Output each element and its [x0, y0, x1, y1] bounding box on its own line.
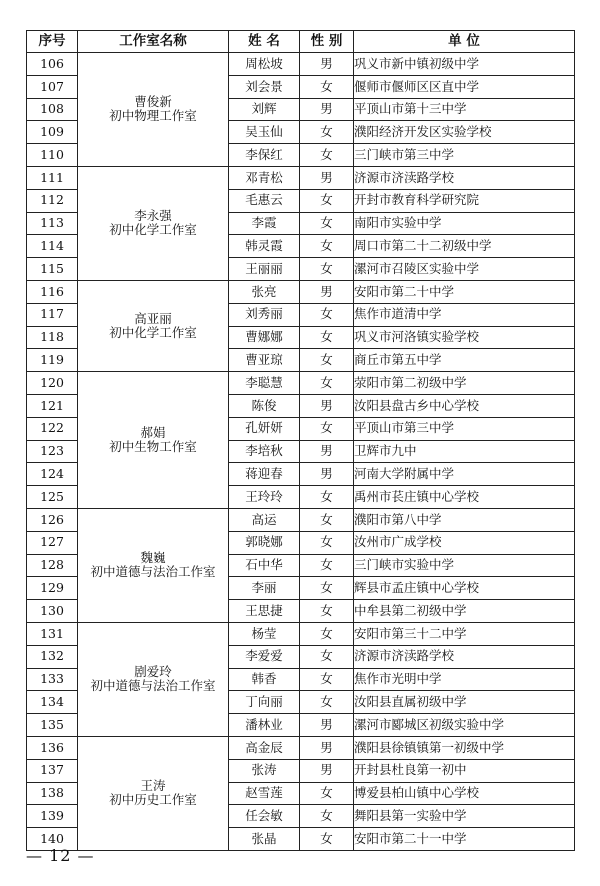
cell-name: 张亮: [229, 280, 300, 303]
roster-table: [26, 30, 575, 851]
cell-unit: 濮阳县徐镇镇第一初级中学: [354, 736, 575, 759]
cell-gender: 男: [300, 736, 354, 759]
cell-name: 吴玉仙: [229, 121, 300, 144]
studio-title: 初中历史工作室: [109, 792, 197, 808]
table-row: [27, 280, 575, 303]
cell-no: 107: [27, 75, 78, 98]
cell-no: 123: [27, 440, 78, 463]
cell-no: 121: [27, 394, 78, 417]
table-row: [27, 53, 575, 76]
cell-gender: 女: [300, 577, 354, 600]
cell-gender: 女: [300, 508, 354, 531]
cell-gender: 女: [300, 326, 354, 349]
cell-name: 丁向丽: [229, 691, 300, 714]
cell-gender: 女: [300, 189, 354, 212]
page-number: — 12 —: [26, 846, 95, 865]
studio-title: 初中物理工作室: [109, 108, 197, 124]
cell-name: 曹亚琼: [229, 349, 300, 372]
cell-studio: [78, 508, 229, 622]
cell-studio: [78, 53, 229, 167]
cell-no: 111: [27, 166, 78, 189]
cell-no: 106: [27, 53, 78, 76]
cell-gender: 男: [300, 98, 354, 121]
cell-unit: 焦作市道清中学: [354, 303, 575, 326]
cell-no: 130: [27, 600, 78, 623]
cell-name: 孔妍妍: [229, 417, 300, 440]
cell-unit: 安阳市第二十中学: [354, 280, 575, 303]
cell-gender: 男: [300, 394, 354, 417]
cell-no: 110: [27, 144, 78, 167]
cell-name: 任会敏: [229, 805, 300, 828]
cell-name: 邓青松: [229, 166, 300, 189]
studio-title: 初中道德与法治工作室: [90, 564, 216, 580]
cell-gender: 女: [300, 668, 354, 691]
studio-title: 初中生物工作室: [109, 439, 197, 455]
cell-no: 118: [27, 326, 78, 349]
cell-name: 张涛: [229, 759, 300, 782]
cell-unit: 荥阳市第二初级中学: [354, 372, 575, 395]
cell-gender: 女: [300, 622, 354, 645]
cell-gender: 女: [300, 349, 354, 372]
cell-name: 周松坡: [229, 53, 300, 76]
cell-gender: 女: [300, 828, 354, 851]
cell-studio: [78, 166, 229, 280]
cell-no: 138: [27, 782, 78, 805]
header-gender: 性 别: [300, 31, 354, 53]
cell-unit: 焦作市光明中学: [354, 668, 575, 691]
cell-name: 刘辉: [229, 98, 300, 121]
cell-unit: 辉县市孟庄镇中心学校: [354, 577, 575, 600]
cell-unit: 南阳市实验中学: [354, 212, 575, 235]
cell-no: 117: [27, 303, 78, 326]
cell-name: 韩香: [229, 668, 300, 691]
cell-studio: [78, 372, 229, 509]
cell-name: 高金辰: [229, 736, 300, 759]
cell-unit: 濮阳市第八中学: [354, 508, 575, 531]
cell-gender: 男: [300, 166, 354, 189]
cell-name: 李培秋: [229, 440, 300, 463]
cell-unit: 河南大学附属中学: [354, 463, 575, 486]
cell-no: 129: [27, 577, 78, 600]
cell-unit: 汝阳县直属初级中学: [354, 691, 575, 714]
cell-gender: 男: [300, 280, 354, 303]
cell-name: 王玲玲: [229, 486, 300, 509]
table-row: [27, 372, 575, 395]
cell-name: 高运: [229, 508, 300, 531]
cell-no: 131: [27, 622, 78, 645]
cell-gender: 女: [300, 144, 354, 167]
cell-unit: 中牟县第二初级中学: [354, 600, 575, 623]
cell-no: 124: [27, 463, 78, 486]
cell-no: 133: [27, 668, 78, 691]
studio-lead: 剧爱玲: [134, 664, 172, 680]
header-row: [27, 31, 575, 53]
table-row: [27, 622, 575, 645]
studio-title: 初中化学工作室: [109, 325, 197, 341]
header-no: 序号: [27, 31, 78, 53]
studio-lead: 王涛: [140, 778, 166, 794]
cell-unit: 济源市济渎路学校: [354, 166, 575, 189]
cell-unit: 汝阳县盘古乡中心学校: [354, 394, 575, 417]
cell-no: 137: [27, 759, 78, 782]
cell-name: 杨莹: [229, 622, 300, 645]
cell-gender: 女: [300, 75, 354, 98]
cell-no: 116: [27, 280, 78, 303]
header-unit: 单 位: [354, 31, 575, 53]
cell-no: 140: [27, 828, 78, 851]
cell-no: 119: [27, 349, 78, 372]
cell-no: 128: [27, 554, 78, 577]
studio-lead: 郝娟: [140, 424, 166, 440]
cell-unit: 博爱县柏山镇中心学校: [354, 782, 575, 805]
cell-name: 李爱爱: [229, 645, 300, 668]
studio-lead: 李永强: [134, 208, 172, 224]
cell-unit: 安阳市第二十一中学: [354, 828, 575, 851]
cell-gender: 女: [300, 691, 354, 714]
cell-unit: 济源市济渎路学校: [354, 645, 575, 668]
header-studio: 工作室名称: [78, 31, 229, 53]
cell-gender: 男: [300, 714, 354, 737]
cell-name: 李丽: [229, 577, 300, 600]
cell-unit: 卫辉市九中: [354, 440, 575, 463]
cell-gender: 女: [300, 486, 354, 509]
cell-no: 122: [27, 417, 78, 440]
cell-unit: 汝州市广成学校: [354, 531, 575, 554]
cell-name: 王丽丽: [229, 258, 300, 281]
cell-name: 潘林业: [229, 714, 300, 737]
roster-body: [27, 53, 575, 851]
cell-no: 120: [27, 372, 78, 395]
cell-no: 108: [27, 98, 78, 121]
cell-no: 139: [27, 805, 78, 828]
cell-name: 赵雪莲: [229, 782, 300, 805]
studio-title: 初中道德与法治工作室: [90, 678, 216, 694]
cell-unit: 禹州市苌庄镇中心学校: [354, 486, 575, 509]
cell-unit: 偃师市偃师区区直中学: [354, 75, 575, 98]
cell-studio: [78, 622, 229, 736]
cell-gender: 女: [300, 554, 354, 577]
cell-gender: 女: [300, 372, 354, 395]
cell-gender: 男: [300, 53, 354, 76]
studio-lead: 曹俊新: [134, 94, 172, 110]
cell-name: 张晶: [229, 828, 300, 851]
cell-unit: 漯河市郾城区初级实验中学: [354, 714, 575, 737]
cell-name: 毛惠云: [229, 189, 300, 212]
cell-gender: 女: [300, 121, 354, 144]
studio-title: 初中化学工作室: [109, 222, 197, 238]
table-row: [27, 166, 575, 189]
cell-gender: 女: [300, 645, 354, 668]
cell-unit: 开封县杜良第一初中: [354, 759, 575, 782]
cell-gender: 女: [300, 235, 354, 258]
cell-unit: 三门峡市实验中学: [354, 554, 575, 577]
cell-no: 115: [27, 258, 78, 281]
cell-gender: 男: [300, 759, 354, 782]
cell-unit: 安阳市第三十二中学: [354, 622, 575, 645]
cell-gender: 男: [300, 440, 354, 463]
cell-name: 刘秀丽: [229, 303, 300, 326]
cell-gender: 女: [300, 417, 354, 440]
header-name: 姓 名: [229, 31, 300, 53]
studio-lead: 魏巍: [140, 550, 166, 566]
cell-unit: 濮阳经济开发区实验学校: [354, 121, 575, 144]
cell-studio: [78, 736, 229, 850]
cell-unit: 巩义市新中镇初级中学: [354, 53, 575, 76]
cell-no: 126: [27, 508, 78, 531]
cell-no: 136: [27, 736, 78, 759]
cell-name: 陈俊: [229, 394, 300, 417]
cell-studio: [78, 280, 229, 371]
cell-no: 114: [27, 235, 78, 258]
cell-gender: 女: [300, 258, 354, 281]
cell-unit: 平顶山市第十三中学: [354, 98, 575, 121]
cell-gender: 女: [300, 805, 354, 828]
cell-name: 李保红: [229, 144, 300, 167]
cell-gender: 女: [300, 303, 354, 326]
cell-no: 127: [27, 531, 78, 554]
cell-no: 134: [27, 691, 78, 714]
cell-unit: 平顶山市第三中学: [354, 417, 575, 440]
cell-no: 112: [27, 189, 78, 212]
cell-unit: 商丘市第五中学: [354, 349, 575, 372]
cell-name: 郭晓娜: [229, 531, 300, 554]
cell-gender: 女: [300, 782, 354, 805]
cell-unit: 舞阳县第一实验中学: [354, 805, 575, 828]
cell-name: 王思捷: [229, 600, 300, 623]
cell-unit: 漯河市召陵区实验中学: [354, 258, 575, 281]
cell-name: 李聪慧: [229, 372, 300, 395]
cell-no: 125: [27, 486, 78, 509]
cell-name: 蒋迎春: [229, 463, 300, 486]
cell-unit: 三门峡市第三中学: [354, 144, 575, 167]
cell-gender: 女: [300, 212, 354, 235]
cell-name: 刘会景: [229, 75, 300, 98]
cell-no: 135: [27, 714, 78, 737]
cell-unit: 周口市第二十二初级中学: [354, 235, 575, 258]
cell-name: 李霞: [229, 212, 300, 235]
cell-unit: 巩义市河洛镇实验学校: [354, 326, 575, 349]
cell-no: 113: [27, 212, 78, 235]
cell-unit: 开封市教育科学研究院: [354, 189, 575, 212]
cell-name: 韩灵霞: [229, 235, 300, 258]
cell-name: 曹娜娜: [229, 326, 300, 349]
cell-gender: 女: [300, 531, 354, 554]
cell-gender: 男: [300, 463, 354, 486]
table-row: [27, 736, 575, 759]
studio-lead: 高亚丽: [134, 310, 172, 326]
table-row: [27, 508, 575, 531]
cell-no: 132: [27, 645, 78, 668]
cell-name: 石中华: [229, 554, 300, 577]
cell-gender: 女: [300, 600, 354, 623]
cell-no: 109: [27, 121, 78, 144]
